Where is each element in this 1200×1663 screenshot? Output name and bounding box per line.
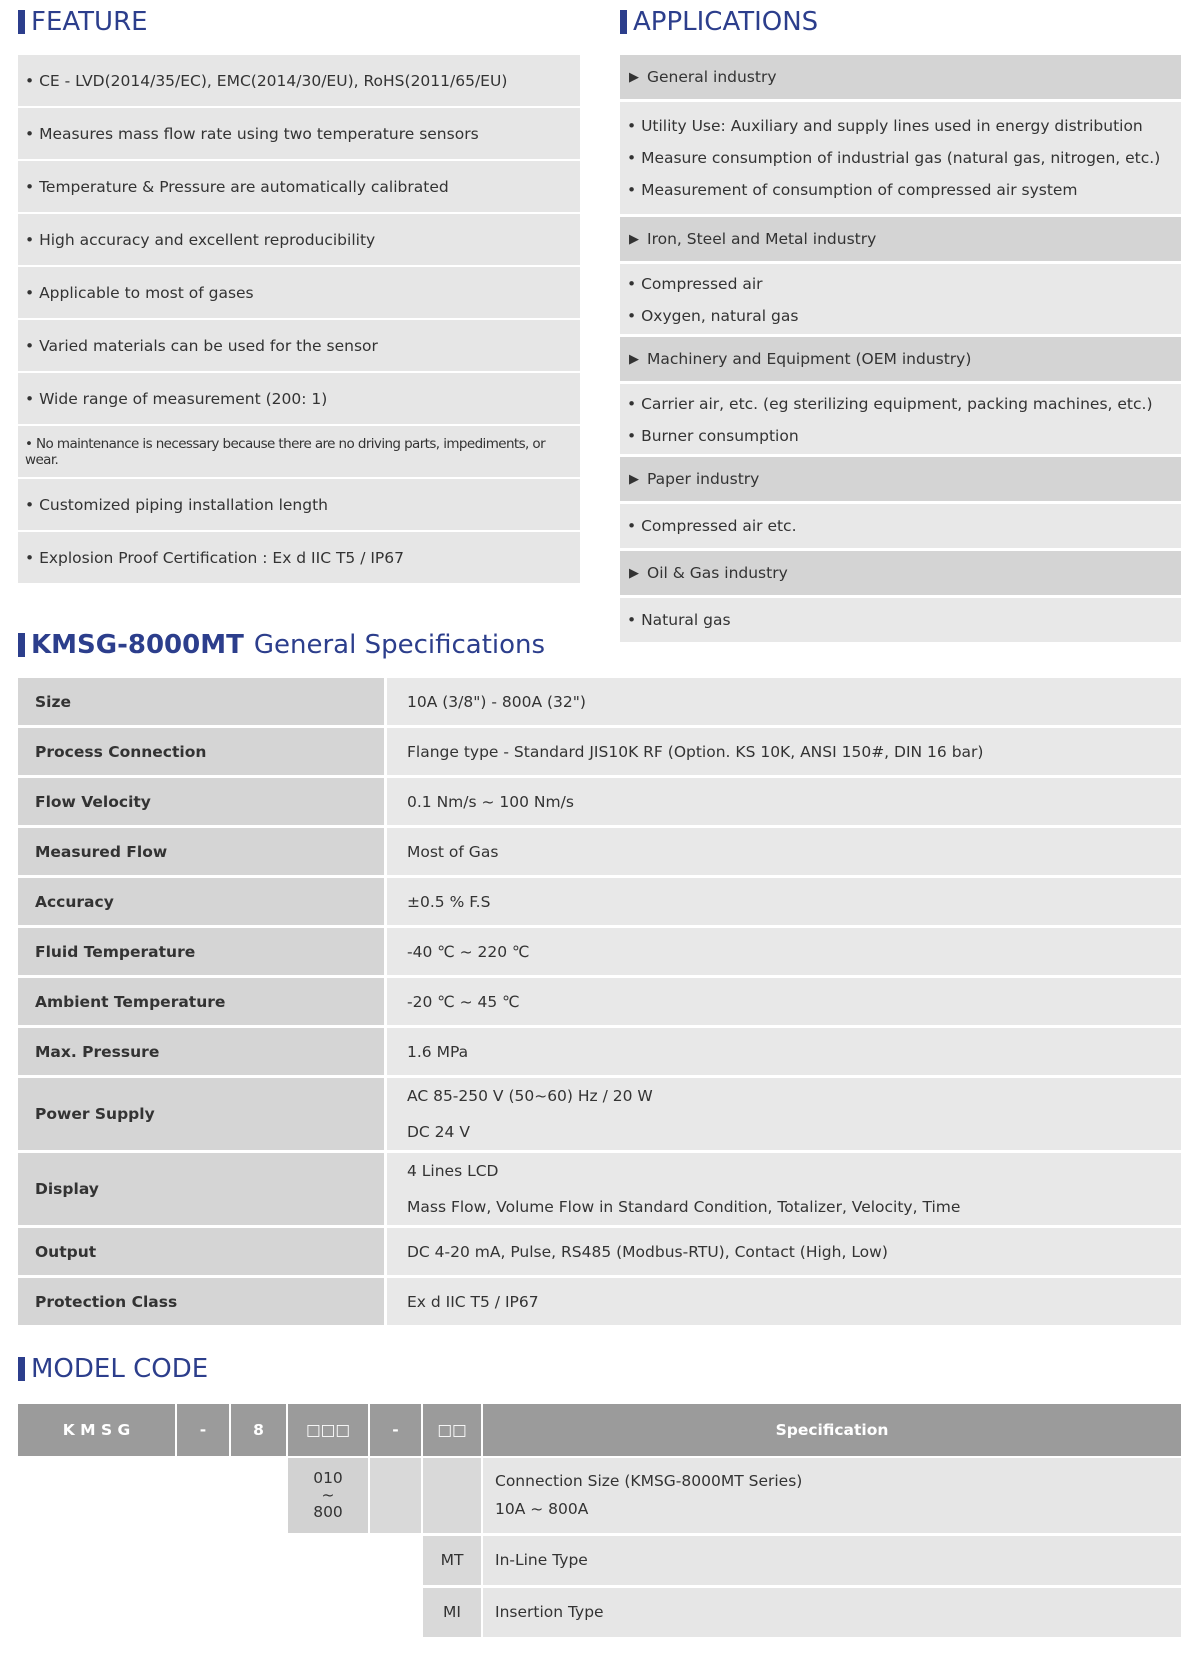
spec-label: Power Supply bbox=[18, 1077, 386, 1152]
table-row bbox=[18, 1586, 1181, 1638]
code-header-cell: - bbox=[176, 1404, 230, 1457]
spec-value: -20 ℃ ~ 45 ℃ bbox=[386, 977, 1182, 1027]
specifications-table bbox=[18, 678, 1181, 1328]
connection-range: 10A ~ 800A bbox=[495, 1500, 589, 1519]
table-row bbox=[18, 727, 1181, 777]
feature-list bbox=[18, 55, 580, 585]
type-desc-cell: In-Line Type bbox=[482, 1534, 1181, 1586]
feature-title: FEATURE bbox=[18, 7, 148, 37]
specifications-title: KMSG-8000MT General Specifications bbox=[18, 630, 545, 660]
application-group-body bbox=[620, 264, 1181, 337]
triangle-right-icon: ▶ bbox=[629, 351, 639, 367]
blank-cell bbox=[18, 1457, 287, 1534]
table-row bbox=[18, 977, 1181, 1027]
application-group-body bbox=[620, 102, 1181, 217]
code-header-cell: K M S G bbox=[18, 1404, 176, 1457]
application-item: • Compressed air bbox=[627, 275, 763, 293]
spec-label: Fluid Temperature bbox=[18, 927, 386, 977]
type-code-cell: MI bbox=[422, 1586, 482, 1638]
feature-item: • CE - LVD(2014/35/EC), EMC(2014/30/EU), RoHS(2011/65/EU) bbox=[18, 55, 580, 108]
blank-cell bbox=[18, 1586, 422, 1638]
table-row bbox=[18, 678, 1181, 727]
spec-value: Ex d IIC T5 / IP67 bbox=[386, 1277, 1182, 1327]
size-code-cell bbox=[287, 1457, 369, 1534]
application-group-body bbox=[620, 598, 1181, 645]
empty-code-cell bbox=[369, 1457, 422, 1534]
feature-item: • Applicable to most of gases bbox=[18, 267, 580, 320]
table-row bbox=[18, 1027, 1181, 1077]
code-header-cell: 8 bbox=[230, 1404, 287, 1457]
spec-label: Display bbox=[18, 1152, 386, 1227]
feature-item: • No maintenance is necessary because there are no driving parts, impediments, or wear. bbox=[18, 426, 580, 479]
feature-item: • Explosion Proof Certification : Ex d IIC T5 / IP67 bbox=[18, 532, 580, 585]
title-bar bbox=[18, 1357, 25, 1381]
title-bar bbox=[18, 633, 25, 657]
application-group-header: ▶ Machinery and Equipment (OEM industry) bbox=[620, 337, 1181, 384]
model-name: KMSG-8000MT bbox=[31, 630, 244, 660]
title-bar bbox=[18, 10, 25, 34]
spec-label: Flow Velocity bbox=[18, 777, 386, 827]
table-row bbox=[18, 827, 1181, 877]
spec-label: Protection Class bbox=[18, 1277, 386, 1327]
table-row bbox=[18, 877, 1181, 927]
table-header-row bbox=[18, 1404, 1181, 1457]
application-group-header: ▶ Iron, Steel and Metal industry bbox=[620, 217, 1181, 264]
spec-label: Measured Flow bbox=[18, 827, 386, 877]
spec-value: Most of Gas bbox=[386, 827, 1182, 877]
type-code-cell: MT bbox=[422, 1534, 482, 1586]
spec-value-line: 4 Lines LCD bbox=[407, 1162, 499, 1180]
spec-label: Max. Pressure bbox=[18, 1027, 386, 1077]
application-item: • Burner consumption bbox=[627, 427, 799, 445]
spec-label: Ambient Temperature bbox=[18, 977, 386, 1027]
code-header-cell: - bbox=[369, 1404, 422, 1457]
size-code-to: 800 bbox=[313, 1502, 343, 1521]
connection-desc: Connection Size (KMSG-8000MT Series) bbox=[495, 1472, 803, 1491]
feature-item: • Temperature & Pressure are automatically calibrated bbox=[18, 161, 580, 214]
applications-list bbox=[620, 55, 1181, 645]
spec-value-line: Mass Flow, Volume Flow in Standard Condition, Totalizer, Velocity, Time bbox=[407, 1198, 961, 1216]
title-bar bbox=[620, 10, 627, 34]
spec-value: 1.6 MPa bbox=[386, 1027, 1182, 1077]
spec-value: 10A (3/8") - 800A (32") bbox=[386, 678, 1182, 727]
feature-item: • Wide range of measurement (200: 1) bbox=[18, 373, 580, 426]
model-code-title: MODEL CODE bbox=[18, 1354, 208, 1384]
table-row bbox=[18, 1457, 1181, 1534]
table-row bbox=[18, 777, 1181, 827]
blank-cell bbox=[18, 1534, 422, 1586]
table-row bbox=[18, 1077, 1181, 1152]
feature-item: • Varied materials can be used for the sensor bbox=[18, 320, 580, 373]
spec-value: DC 4-20 mA, Pulse, RS485 (Modbus-RTU), Contact (High, Low) bbox=[386, 1227, 1182, 1277]
feature-item: • Customized piping installation length bbox=[18, 479, 580, 532]
specification-header: Specification bbox=[482, 1404, 1181, 1457]
code-header-cell: □□□ bbox=[287, 1404, 369, 1457]
type-desc-cell: Insertion Type bbox=[482, 1586, 1181, 1638]
table-row bbox=[18, 1534, 1181, 1586]
application-group-header: ▶ General industry bbox=[620, 55, 1181, 102]
spec-value-line: AC 85-250 V (50~60) Hz / 20 W bbox=[407, 1087, 653, 1105]
spec-label: Size bbox=[18, 678, 386, 727]
spec-value: Flange type - Standard JIS10K RF (Option. KS 10K, ANSI 150#, DIN 16 bar) bbox=[386, 727, 1182, 777]
spec-value: 0.1 Nm/s ~ 100 Nm/s bbox=[386, 777, 1182, 827]
size-code-tilde: ~ bbox=[321, 1485, 335, 1504]
empty-code-cell bbox=[422, 1457, 482, 1534]
application-group-body bbox=[620, 384, 1181, 457]
application-item: • Natural gas bbox=[627, 611, 731, 629]
application-group-body bbox=[620, 504, 1181, 551]
application-item: • Compressed air etc. bbox=[627, 517, 797, 535]
spec-value bbox=[386, 1077, 1182, 1152]
spec-value-line: DC 24 V bbox=[407, 1123, 470, 1141]
spec-desc-cell bbox=[482, 1457, 1181, 1534]
triangle-right-icon: ▶ bbox=[629, 471, 639, 487]
spec-value bbox=[386, 1152, 1182, 1227]
spec-label: Output bbox=[18, 1227, 386, 1277]
spec-label: Process Connection bbox=[18, 727, 386, 777]
application-item: • Carrier air, etc. (eg sterilizing equipment, packing machines, etc.) bbox=[627, 395, 1153, 413]
spec-value: -40 ℃ ~ 220 ℃ bbox=[386, 927, 1182, 977]
code-header-cell: □□ bbox=[422, 1404, 482, 1457]
triangle-right-icon: ▶ bbox=[629, 231, 639, 247]
table-row bbox=[18, 1152, 1181, 1227]
feature-item: • Measures mass flow rate using two temperature sensors bbox=[18, 108, 580, 161]
model-code-table bbox=[18, 1404, 1181, 1640]
table-row bbox=[18, 927, 1181, 977]
applications-title: APPLICATIONS bbox=[620, 7, 818, 37]
feature-item: • High accuracy and excellent reproducibility bbox=[18, 214, 580, 267]
application-item: • Measure consumption of industrial gas (natural gas, nitrogen, etc.) bbox=[627, 149, 1161, 167]
application-item: • Oxygen, natural gas bbox=[627, 307, 799, 325]
table-row bbox=[18, 1277, 1181, 1327]
application-group-header: ▶ Paper industry bbox=[620, 457, 1181, 504]
table-row bbox=[18, 1227, 1181, 1277]
spec-value: ±0.5 % F.S bbox=[386, 877, 1182, 927]
spec-label: Accuracy bbox=[18, 877, 386, 927]
triangle-right-icon: ▶ bbox=[629, 69, 639, 85]
application-group-header: ▶ Oil & Gas industry bbox=[620, 551, 1181, 598]
application-item: • Utility Use: Auxiliary and supply lines used in energy distribution bbox=[627, 117, 1143, 135]
size-code-from: 010 bbox=[313, 1468, 343, 1487]
triangle-right-icon: ▶ bbox=[629, 565, 639, 581]
application-item: • Measurement of consumption of compressed air system bbox=[627, 181, 1078, 199]
